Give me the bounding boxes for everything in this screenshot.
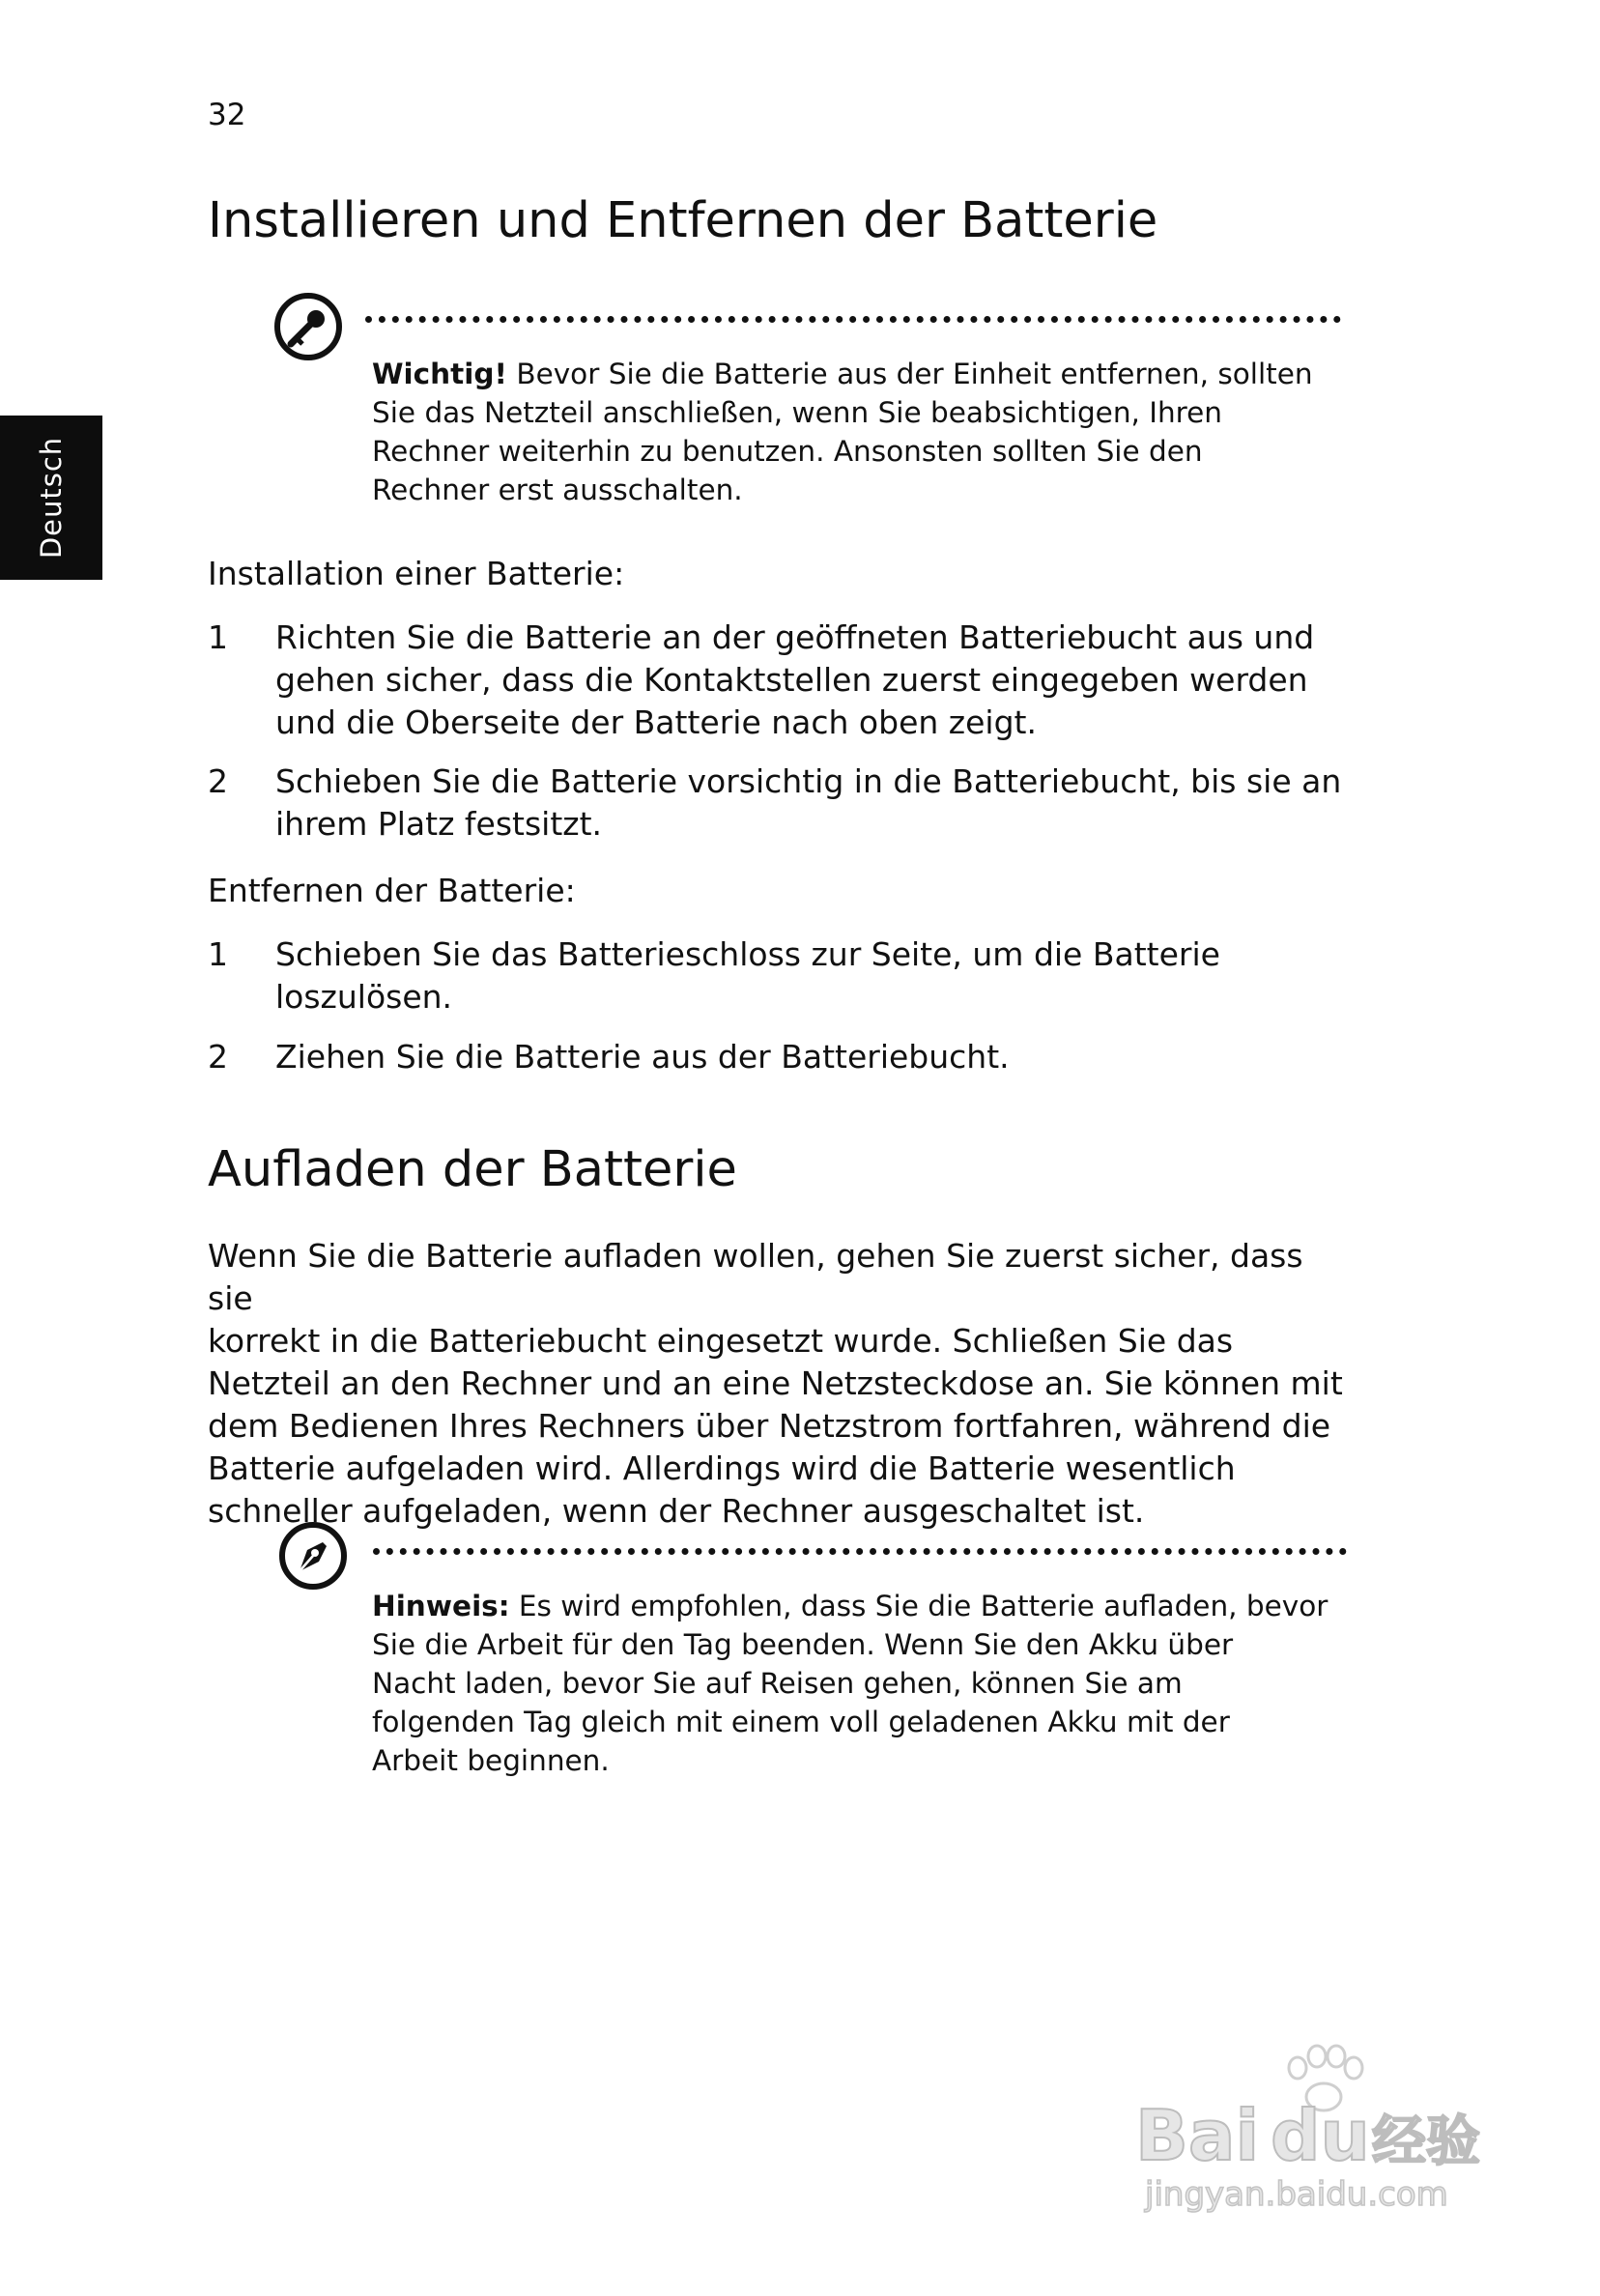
page-number: 32 — [208, 98, 246, 132]
svg-text:Bai: Bai — [1135, 2095, 1260, 2176]
section-title-charging: Aufladen der Batterie — [208, 1141, 737, 1198]
step-line: Schieben Sie die Batterie vorsichtig in die Batteriebucht, bis sie an — [275, 762, 1342, 800]
note-line: Hinweis: Es wird empfohlen, dass Sie die Batterie aufladen, bevor — [372, 1590, 1329, 1622]
body-line: Batterie aufgeladen wird. Allerdings wird die Batterie wesentlich — [208, 1449, 1236, 1487]
note-line: Sie die Arbeit für den Tag beenden. Wenn Sie den Akku über — [372, 1628, 1234, 1661]
step-number: 1 — [208, 618, 228, 656]
body-line: schneller aufgeladen, wenn der Rechner ausgeschaltet ist. — [208, 1492, 1145, 1530]
remove-heading: Entfernen der Batterie: — [208, 872, 576, 909]
note-label: Wichtig! — [372, 358, 507, 390]
body-line: Wenn Sie die Batterie aufladen wollen, gehen Sie zuerst sicher, dass sie — [208, 1237, 1303, 1317]
step-line: Richten Sie die Batterie an der geöffneten Batteriebucht aus und — [275, 618, 1315, 656]
charging-body — [208, 1235, 1348, 1533]
note-divider — [373, 1548, 1347, 1555]
body-line: dem Bedienen Ihres Rechners über Netzstrom fortfahren, während die — [208, 1407, 1331, 1445]
note-label: Hinweis: — [372, 1590, 510, 1622]
svg-text:du: du — [1271, 2095, 1370, 2176]
step-line: ihrem Platz festsitzt. — [275, 805, 603, 843]
step-line: Schieben Sie das Batterieschloss zur Seite, um die Batterie — [275, 935, 1220, 973]
note-line: Rechner erst ausschalten. — [372, 474, 743, 506]
section-title-install-remove: Installieren und Entfernen der Batterie — [208, 192, 1158, 249]
note-line: Sie das Netzteil anschließen, wenn Sie beabsichtigen, Ihren — [372, 396, 1223, 429]
note-line: Rechner weiterhin zu benutzen. Ansonsten sollten Sie den — [372, 435, 1203, 468]
language-tab — [0, 416, 102, 580]
pen-nib-icon — [278, 1521, 348, 1591]
step-line: Ziehen Sie die Batterie aus der Batteriebucht. — [275, 1038, 1010, 1076]
step-number: 2 — [208, 762, 228, 800]
svg-text:经验: 经验 — [1372, 2110, 1480, 2173]
note-line: Wichtig! Bevor Sie die Batterie aus der Einheit entfernen, sollten — [372, 358, 1313, 390]
step-line: gehen sicher, dass die Kontaktstellen zuerst eingegeben werden — [275, 661, 1308, 699]
svg-text:jingyan.baidu.com: jingyan.baidu.com — [1145, 2175, 1448, 2213]
hint-note — [372, 1587, 1338, 1780]
note-line: Nacht laden, bevor Sie auf Reisen gehen, können Sie am — [372, 1667, 1183, 1700]
step-line: und die Oberseite der Batterie nach oben zeigt. — [275, 703, 1037, 741]
step-number: 1 — [208, 935, 228, 973]
note-line: folgenden Tag gleich mit einem voll geladenen Akku mit der — [372, 1706, 1230, 1738]
language-tab-label: Deutsch — [35, 436, 68, 560]
install-heading: Installation einer Batterie: — [208, 555, 625, 592]
baidu-watermark — [1126, 2039, 1512, 2213]
note-line: Arbeit beginnen. — [372, 1744, 610, 1777]
body-line: korrekt in die Batteriebucht eingesetzt wurde. Schließen Sie das — [208, 1322, 1234, 1360]
key-icon — [273, 292, 343, 361]
step-number: 2 — [208, 1038, 228, 1076]
important-note — [372, 355, 1338, 509]
step-line: loszulösen. — [275, 978, 453, 1016]
note-divider — [365, 316, 1341, 323]
body-line: Netzteil an den Rechner und an eine Netzsteckdose an. Sie können mit — [208, 1364, 1343, 1402]
